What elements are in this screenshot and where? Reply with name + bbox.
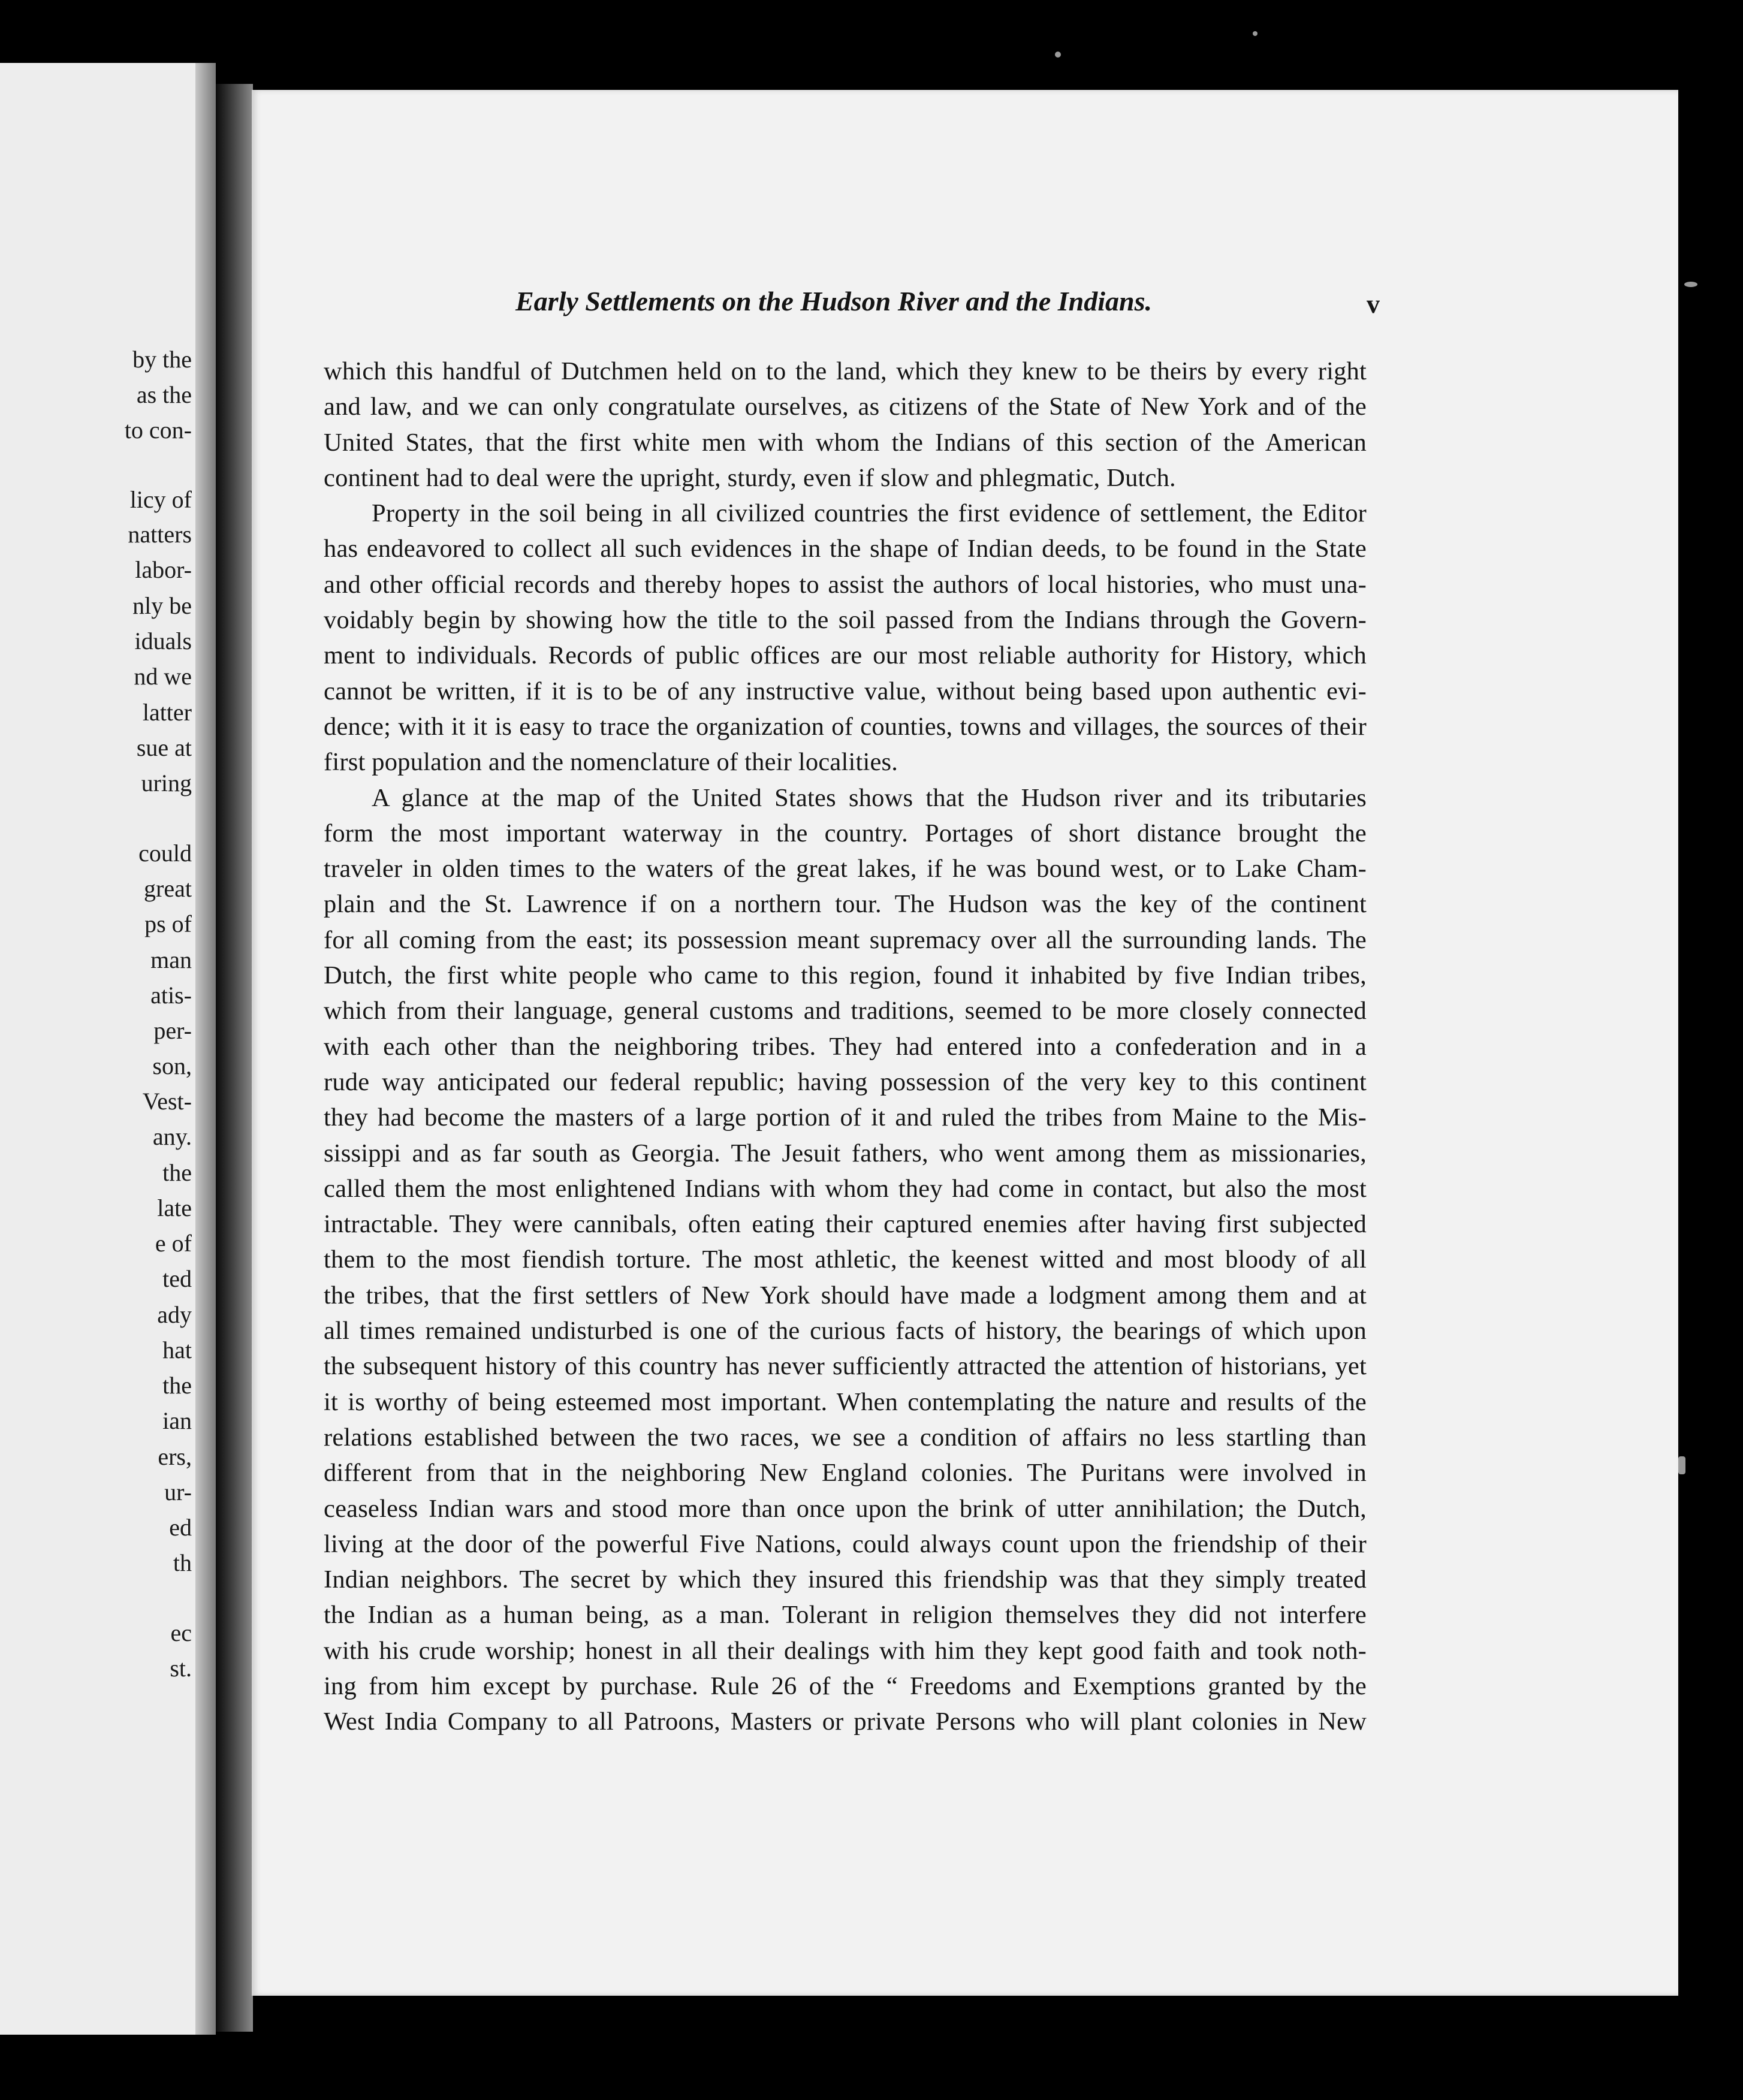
previous-page-line: nly be xyxy=(132,592,192,619)
text-line: and law, and we can only congratulate ourselves, as citizens of the State of New York and of the xyxy=(324,393,1367,421)
previous-page-line: great xyxy=(144,875,192,902)
previous-page-line: e of xyxy=(155,1230,192,1257)
previous-page-line: ted xyxy=(162,1265,192,1292)
text-line: ceaseless Indian wars and stood more than once upon the brink of utter annihilation; the Dutch, xyxy=(324,1494,1367,1523)
previous-page-line: ps of xyxy=(144,910,192,937)
previous-page-line: natters xyxy=(128,521,192,548)
text-line: they had become the masters of a large portion of it and ruled the tribes from Maine to the Mis- xyxy=(324,1103,1367,1132)
book-gutter-shadow xyxy=(216,84,253,2032)
previous-page-spine-edge xyxy=(195,63,216,2035)
previous-page-line: per- xyxy=(153,1017,192,1044)
scan-speck xyxy=(1055,52,1061,58)
previous-page-line: iduals xyxy=(134,627,192,654)
text-line: United States, that the first white men with whom the Indians of this section of the American xyxy=(324,428,1367,457)
text-line: it is worthy of being esteemed most important. When contemplating the nature and results of the xyxy=(324,1387,1367,1416)
text-line: first population and the nomenclature of their localities. xyxy=(324,748,898,777)
text-line: continent had to deal were the upright, sturdy, even if slow and phlegmatic, Dutch. xyxy=(324,463,1176,492)
text-line: rude way anticipated our federal republic; having possession of the very key to this continent xyxy=(324,1067,1367,1096)
previous-page-line: licy of xyxy=(129,486,192,513)
scan-speck xyxy=(1678,1456,1685,1474)
text-line: dence; with it it is easy to trace the organization of counties, towns and villages, the sources of their xyxy=(324,712,1367,741)
previous-page-line: any. xyxy=(152,1123,192,1150)
previous-page-line: nd we xyxy=(134,663,192,690)
text-line: them to the most fiendish torture. The most athletic, the keenest witted and most bloody of all xyxy=(324,1245,1367,1274)
text-line: Dutch, the first white people who came to this region, found it inhabited by five Indian tribes, xyxy=(324,961,1367,990)
previous-page-text xyxy=(0,63,192,2035)
paragraph xyxy=(324,496,1367,780)
text-line: West India Company to all Patroons, Masters or private Persons who will plant colonies in New xyxy=(324,1707,1367,1736)
previous-page-line: ed xyxy=(169,1514,192,1541)
previous-page-line: could xyxy=(138,840,192,867)
previous-page-line: ers, xyxy=(158,1443,192,1470)
text-line: different from that in the neighboring New England colonies. The Puritans were involved in xyxy=(324,1459,1367,1487)
text-line: with his crude worship; honest in all their dealings with him they kept good faith and took noth- xyxy=(324,1636,1367,1665)
text-line: Property in the soil being in all civilized countries the first evidence of settlement, the Editor xyxy=(372,499,1367,528)
previous-page-line: labor- xyxy=(135,556,192,583)
text-line: traveler in olden times to the waters of the great lakes, if he was bound west, or to Lake Cham- xyxy=(324,855,1367,883)
scan-speck xyxy=(1684,282,1697,287)
text-line: A glance at the map of the United States shows that the Hudson river and its tributaries xyxy=(372,783,1367,812)
previous-page-line: st. xyxy=(170,1655,192,1682)
paragraph xyxy=(324,354,1367,496)
previous-page-line: hat xyxy=(162,1336,192,1363)
text-line: which from their language, general customs and traditions, seemed to be more closely connected xyxy=(324,997,1367,1025)
text-line: the Indian as a human being, as a man. Tolerant in religion themselves they did not interfere xyxy=(324,1601,1367,1630)
text-line: all times remained undisturbed is one of the curious facts of history, the bearings of which upon xyxy=(324,1317,1367,1345)
text-line: for all coming from the east; its possession meant supremacy over all the surrounding lands. The xyxy=(324,925,1367,954)
page-body-text xyxy=(324,354,1367,1740)
text-line: which this handful of Dutchmen held on to the land, which they knew to be theirs by every right xyxy=(324,357,1367,385)
previous-page-line: sue at xyxy=(136,734,192,761)
previous-page-line: ady xyxy=(157,1301,192,1328)
text-line: the tribes, that the first settlers of New York should have made a lodgment among them and at xyxy=(324,1281,1367,1310)
previous-page-line: latter xyxy=(142,699,192,726)
text-line: form the most important waterway in the country. Portages of short distance brought the xyxy=(324,819,1367,847)
page-number: v xyxy=(1367,289,1380,319)
text-line: ing from him except by purchase. Rule 26 of the “ Freedoms and Exemptions granted by the xyxy=(324,1671,1367,1700)
previous-page-line: Vest- xyxy=(142,1088,192,1115)
previous-page-line: th xyxy=(173,1549,192,1576)
previous-page-line: uring xyxy=(141,770,192,796)
text-line: intractable. They were cannibals, often eating their captured enemies after having first subjected xyxy=(324,1210,1367,1239)
previous-page-line: son, xyxy=(152,1052,192,1079)
previous-page-line: the xyxy=(162,1372,192,1399)
scan-speck xyxy=(1253,31,1258,36)
previous-page-line: late xyxy=(157,1194,192,1221)
text-line: with each other than the neighboring tribes. They had entered into a confederation and in a xyxy=(324,1032,1367,1061)
text-line: relations established between the two races, we see a condition of affairs no less startling than xyxy=(324,1423,1367,1452)
previous-page-line: atis- xyxy=(150,982,192,1009)
text-line: cannot be written, if it is to be of any instructive value, without being based upon authentic evi- xyxy=(324,677,1367,705)
book-page xyxy=(252,90,1678,1996)
text-line: voidably begin by showing how the title to the soil passed from the Indians through the Govern- xyxy=(324,606,1367,635)
previous-page-line: ur- xyxy=(164,1479,192,1505)
text-line: sissippi and as far south as Georgia. The Jesuit fathers, who went among them as missionaries, xyxy=(324,1139,1367,1167)
text-line: living at the door of the powerful Five Nations, could always count upon the friendship of their xyxy=(324,1529,1367,1558)
previous-page-line: ec xyxy=(170,1619,192,1646)
previous-page-line: to con- xyxy=(124,417,192,443)
running-header: Early Settlements on the Hudson River and the Indians. xyxy=(515,286,1153,316)
paragraph xyxy=(324,780,1367,1740)
previous-page-line: the xyxy=(162,1159,192,1186)
text-line: called them the most enlightened Indians with whom they had come in contact, but also the most xyxy=(324,1174,1367,1203)
previous-page-line: by the xyxy=(132,346,192,373)
text-line: and other official records and thereby hopes to assist the authors of local histories, who must una- xyxy=(324,570,1367,599)
text-line: Indian neighbors. The secret by which they insured this friendship was that they simply treated xyxy=(324,1565,1367,1594)
previous-page-line: ian xyxy=(162,1407,192,1434)
text-line: has endeavored to collect all such evidences in the shape of Indian deeds, to be found in the State xyxy=(324,535,1367,563)
previous-page-line: as the xyxy=(136,381,192,408)
text-line: the subsequent history of this country has never sufficiently attracted the attention of historians, yet xyxy=(324,1352,1367,1381)
text-line: plain and the St. Lawrence if on a northern tour. The Hudson was the key of the continent xyxy=(324,890,1367,919)
previous-page-line: man xyxy=(150,946,192,973)
previous-page-fragment xyxy=(0,63,216,2035)
text-line: ment to individuals. Records of public offices are our most reliable authority for History, which xyxy=(324,641,1367,670)
